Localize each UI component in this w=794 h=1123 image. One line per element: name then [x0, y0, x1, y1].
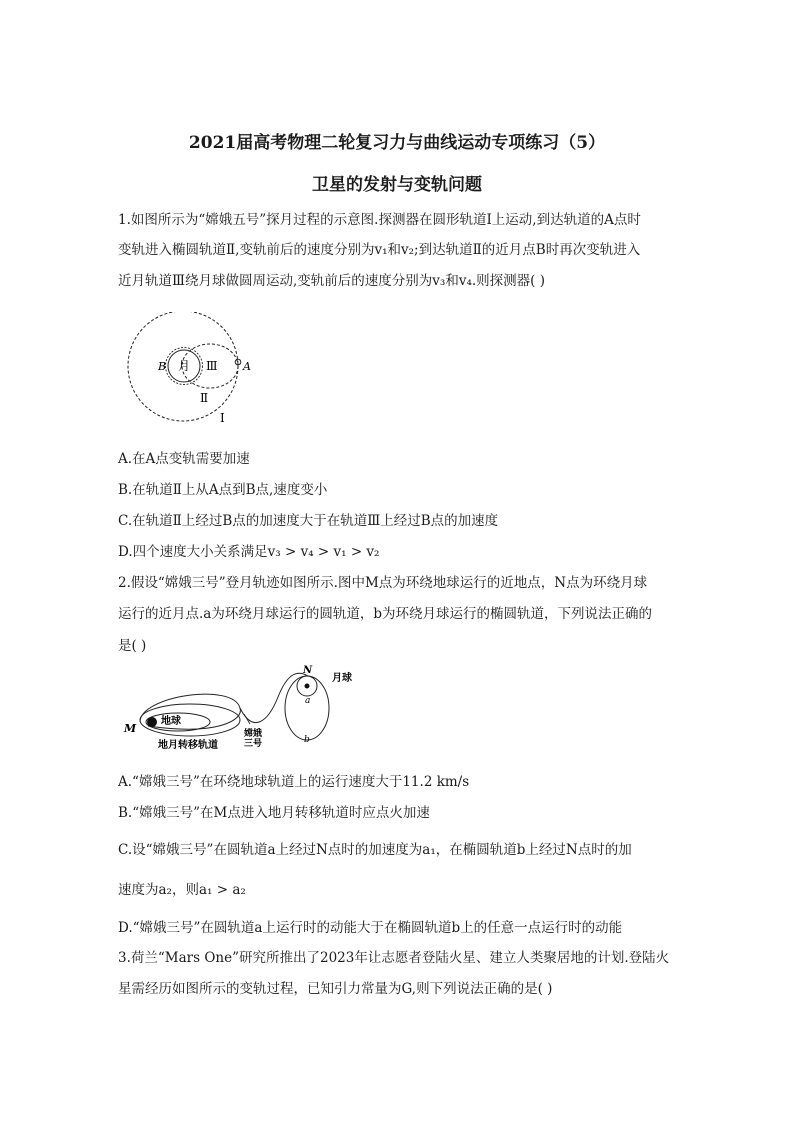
- q2-option-d: D.“嫦娥三号”在圆轨道a上运行时的动能大于在椭圆轨道b上的任意一点运行时的动能: [118, 920, 623, 936]
- page-subtitle: 卫星的发射与变轨问题: [312, 175, 482, 195]
- q2-option-c-line-2: 速度为a₂，则a₁ > a₂: [118, 882, 246, 898]
- q1-stem-line-1: 1.如图所示为“嫦娥五号”探月过程的示意图.探测器在圆形轨道Ⅰ上运动,到达轨道的A点时: [118, 212, 641, 228]
- point-m-label: M: [124, 722, 137, 735]
- page-title: 2021届高考物理二轮复习力与曲线运动专项练习（5）: [188, 133, 606, 153]
- q1-option-c: C.在轨道Ⅱ上经过B点的加速度大于在轨道Ⅲ上经过B点的加速度: [118, 513, 499, 529]
- probe-pointer: [244, 714, 250, 724]
- q3-stem-line-1: 3.荷兰“Mars One”研究所推出了2023年让志愿者登陆火星、建立人类聚居地的计划.登陆火: [118, 950, 670, 966]
- q2-option-a: A.“嫦娥三号”在环绕地球轨道上的运行速度大于11.2 km/s: [118, 774, 470, 790]
- q2-stem-line-2: 运行的近月点.a为环绕月球运行的圆轨道，b为环绕月球运行的椭圆轨道，下列说法正确的: [118, 606, 652, 622]
- point-a-label: A: [243, 360, 251, 373]
- probe-label-2: 三号: [244, 739, 263, 749]
- moon-label: 月球: [332, 673, 352, 684]
- q2-option-b: B.“嫦娥三号”在M点进入地月转移轨道时应点火加速: [118, 805, 430, 821]
- moon-dot: [305, 684, 310, 689]
- q2-option-c-line-1: C.设“嫦娥三号”在圆轨道a上经过N点时的加速度为a₁，在椭圆轨道b上经过N点时的加: [118, 842, 632, 858]
- point-n-label: N: [303, 665, 313, 676]
- orbit-b-label: b: [304, 735, 310, 745]
- q2-stem-line-1: 2.假设“嫦娥三号”登月轨迹如图所示.图中M点为环绕地球运行的近地点，N点为环绕月球: [118, 575, 648, 591]
- q1-stem-line-2: 变轨进入椭圆轨道Ⅱ,变轨前后的速度分别为v₁和v₂;到达轨道Ⅱ的近月点B时再次变轨进入: [118, 242, 641, 258]
- q1-option-b: B.在轨道Ⅱ上从A点到B点,速度变小: [118, 482, 328, 498]
- q2-trajectory-diagram: [118, 662, 358, 754]
- earth-label: 地球: [161, 716, 181, 727]
- q1-stem-line-3: 近月轨道Ⅲ绕月球做圆周运动,变轨前后的速度分别为v₃和v₄.则探测器( ): [118, 273, 546, 289]
- point-b-label: B: [158, 360, 167, 373]
- q1-option-a: A.在A点变轨需要加速: [118, 451, 250, 467]
- orbit-2-label: Ⅱ: [200, 391, 209, 405]
- q1-option-d: D.四个速度大小关系满足v₃ > v₄ > v₁ > v₂: [118, 544, 380, 560]
- orbit-a-label: a: [305, 696, 311, 706]
- q3-stem-line-2: 星需经历如图所示的变轨过程，已知引力常量为G,则下列说法正确的是( ): [118, 981, 553, 997]
- transfer-orbit-label: 地月转移轨道: [158, 740, 218, 751]
- orbit-3-label: Ⅲ: [206, 359, 218, 373]
- earth-dot: [147, 717, 157, 727]
- q2-stem-line-3: 是( ): [118, 638, 147, 654]
- q1-orbit-diagram: [118, 312, 258, 432]
- probe-label-1: 嫦娥: [244, 729, 263, 739]
- orbit-1-label: Ⅰ: [220, 411, 225, 425]
- moon-label: 月: [177, 359, 191, 373]
- transfer-trajectory: [240, 673, 311, 722]
